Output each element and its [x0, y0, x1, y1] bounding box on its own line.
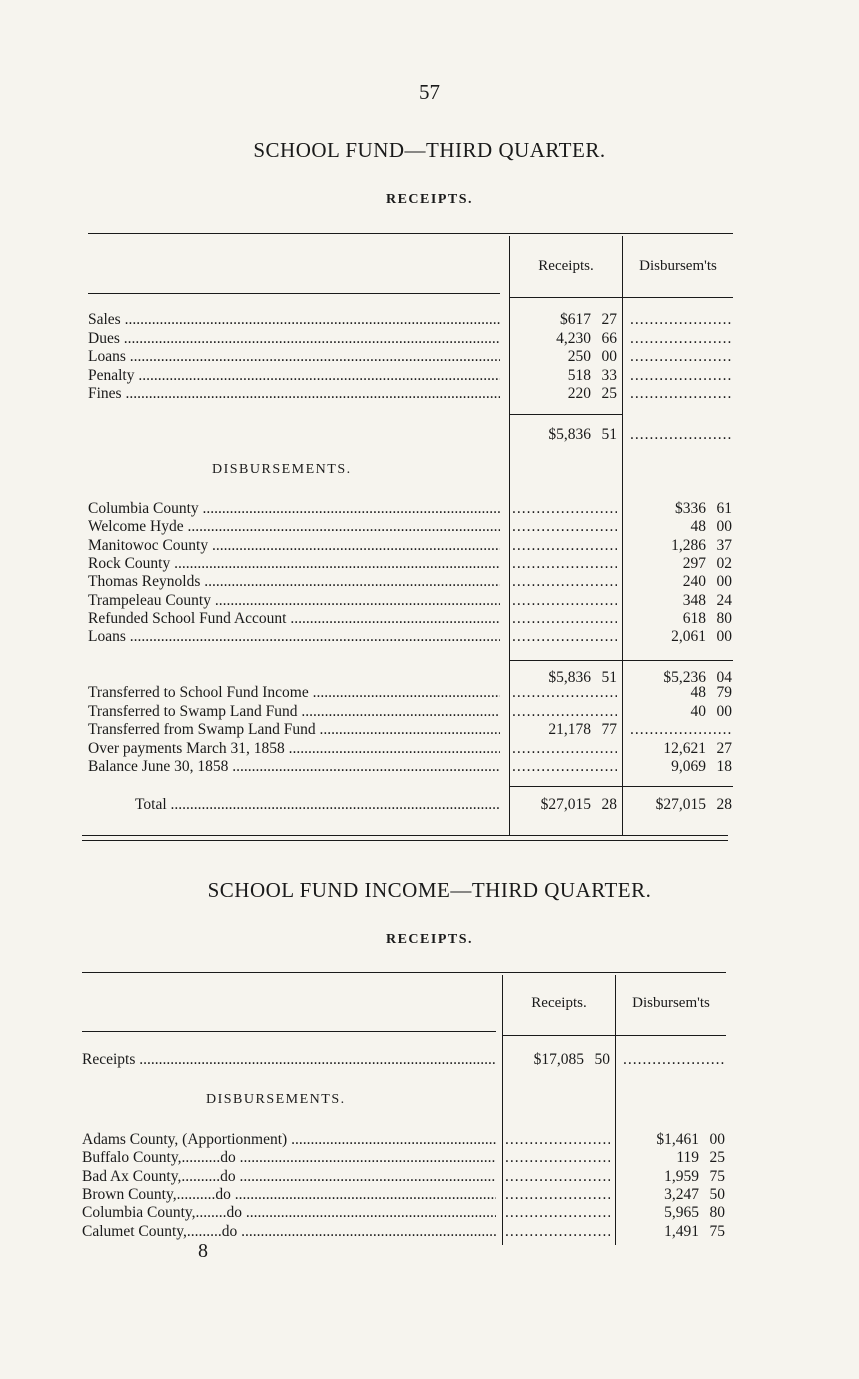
sum-rule	[510, 414, 622, 415]
disbursement-amount-cents: 75	[709, 1167, 725, 1185]
disbursement-row	[0, 610, 859, 628]
receipts-total	[0, 426, 859, 444]
receipts-total-amount-dollars: $5,836	[548, 426, 591, 443]
total-disbursements-dollars: $27,015	[655, 796, 706, 813]
disbursement-amount-cents: 00	[709, 1131, 725, 1148]
receipt-amount-dollars: 250	[567, 348, 591, 365]
row-label: Balance June 30, 1858 .....	[88, 758, 500, 776]
disbursement-amount-dollars: 348	[682, 591, 706, 609]
receipts-total-amount-cents: 51	[601, 426, 617, 443]
disbursement-amount-dollars: 618	[682, 609, 706, 627]
transfer-disbursement-dollars: 48	[690, 684, 706, 701]
leader-dots	[512, 555, 617, 573]
total-receipts	[512, 796, 617, 814]
row-label: Columbia County,........do .....	[82, 1204, 496, 1222]
disbursement-amount-dollars: 5,965	[664, 1204, 699, 1222]
disbursement-row	[0, 1186, 859, 1204]
section-subtitle: RECEIPTS.	[385, 932, 474, 947]
disbursement-amount	[626, 518, 732, 536]
subtotal-disbursements-cents: 04	[716, 669, 732, 686]
disbursement-amount-dollars: $336	[675, 500, 706, 517]
receipt-amount	[505, 1051, 610, 1069]
disbursement-amount	[626, 537, 732, 555]
section-title: SCHOOL FUND—THIRD QUARTER.	[253, 138, 606, 162]
row-label: Transferred to School Fund Income .....	[88, 684, 500, 702]
leader-dots	[630, 367, 732, 385]
disbursement-amount	[619, 1204, 725, 1222]
row-label: Sales .....	[88, 311, 500, 329]
receipts-column-header: Receipts.	[538, 258, 594, 274]
receipt-amount-dollars: $17,085	[533, 1051, 584, 1068]
disbursement-row	[0, 1168, 859, 1186]
disbursement-amount	[619, 1131, 725, 1149]
transfer-disbursement	[626, 703, 732, 721]
leader-dots	[630, 385, 732, 403]
disbursement-amount-cents: 50	[709, 1185, 725, 1203]
disbursement-amount	[619, 1149, 725, 1167]
disbursement-amount	[619, 1168, 725, 1186]
disbursement-row	[0, 1131, 859, 1149]
leader-dots	[512, 573, 617, 591]
disbursement-amount-dollars: 2,061	[671, 628, 706, 646]
disbursement-row	[0, 1149, 859, 1167]
disbursement-amount	[619, 1223, 725, 1241]
receipt-amount-cents: 25	[601, 385, 617, 402]
receipt-amount-cents: 27	[601, 311, 617, 328]
disbursements-heading: DISBURSEMENTS.	[212, 462, 352, 477]
transfer-disbursement-dollars: 9,069	[671, 758, 706, 775]
footer-page-number: 8	[198, 1240, 208, 1262]
receipt-amount	[512, 330, 617, 348]
sum-rule	[510, 660, 622, 661]
disbursement-row	[0, 628, 859, 646]
total-disbursements-cents: 28	[716, 796, 732, 813]
row-label: Transferred to Swamp Land Fund .....	[88, 703, 500, 721]
row-label: Bad Ax County,..........do .....	[82, 1168, 496, 1186]
sum-rule	[623, 786, 733, 787]
receipt-amount-dollars: 220	[567, 385, 591, 402]
row-label: Rock County .....	[88, 555, 500, 573]
receipts-column-header: Receipts.	[531, 995, 587, 1011]
header-rule	[510, 297, 733, 298]
leader-dots	[630, 348, 732, 366]
page-number: 57	[419, 80, 440, 104]
disbursement-row	[0, 500, 859, 518]
row-label: Total .....	[135, 796, 500, 814]
disbursement-amount	[626, 592, 732, 610]
leader-dots	[505, 1223, 610, 1241]
disbursement-amount-cents: 00	[716, 628, 732, 646]
leader-dots	[512, 703, 617, 721]
receipt-amount	[512, 367, 617, 385]
row-label: Fines .....	[88, 385, 500, 403]
leader-dots	[512, 628, 617, 646]
disbursement-amount-dollars: 1,491	[664, 1222, 699, 1240]
transfer-disbursement-dollars: 40	[690, 702, 706, 720]
leader-dots	[512, 684, 617, 702]
header-rule	[88, 293, 500, 294]
disbursement-amount	[626, 573, 732, 591]
receipt-row	[0, 367, 859, 385]
header-rule	[503, 1035, 726, 1036]
receipt-amount	[512, 385, 617, 403]
total-disbursements	[626, 796, 732, 814]
disbursement-row	[0, 537, 859, 555]
row-label: Trampeleau County .....	[88, 592, 500, 610]
transfer-disbursement-cents: 18	[716, 758, 732, 775]
receipt-amount-cents: 00	[601, 348, 617, 365]
row-label: Transferred from Swamp Land Fund .....	[88, 721, 500, 739]
row-label: Columbia County .....	[88, 500, 500, 518]
disbursement-amount	[619, 1186, 725, 1204]
leader-dots	[630, 330, 732, 348]
row-label: Loans .....	[88, 348, 500, 366]
disbursement-row	[0, 555, 859, 573]
disbursement-amount-dollars: $1,461	[656, 1131, 699, 1148]
transfer-disbursement	[626, 684, 732, 702]
disbursement-amount-cents: 25	[709, 1149, 725, 1167]
disbursements-column-header: Disbursem'ts	[632, 995, 710, 1011]
section-title: SCHOOL FUND INCOME—THIRD QUARTER.	[207, 878, 652, 902]
row-label: Penalty .....	[88, 367, 500, 385]
header-rule	[82, 1031, 496, 1032]
subtotal-disbursements-dollars: $5,236	[663, 669, 706, 686]
disbursement-amount-cents: 02	[716, 554, 732, 572]
disbursement-amount-dollars: 119	[676, 1149, 699, 1167]
row-label: Buffalo County,..........do .....	[82, 1149, 496, 1167]
disbursement-amount-dollars: 3,247	[664, 1185, 699, 1203]
table-top-rule	[82, 972, 726, 973]
row-label: Brown County,..........do .....	[82, 1186, 496, 1204]
leader-dots	[505, 1204, 610, 1222]
row-label: Calumet County,.........do .....	[82, 1223, 496, 1241]
disbursement-amount-cents: 37	[716, 536, 732, 554]
subtotal-receipts-cents: 51	[601, 669, 617, 686]
disbursement-amount-cents: 00	[716, 518, 732, 536]
receipt-amount	[512, 311, 617, 329]
transfer-disbursement-dollars: 12,621	[663, 739, 706, 757]
row-label: Welcome Hyde .....	[88, 518, 500, 536]
transfer-disbursement-cents: 27	[716, 739, 732, 757]
disbursement-amount-dollars: 1,286	[671, 536, 706, 554]
receipt-row	[0, 348, 859, 366]
row-label: Refunded School Fund Account .....	[88, 610, 500, 628]
disbursement-amount-cents: 75	[709, 1222, 725, 1240]
leader-dots	[505, 1131, 610, 1149]
leader-dots	[505, 1149, 610, 1167]
row-label: Over payments March 31, 1858 .....	[88, 740, 500, 758]
disbursement-row	[0, 1204, 859, 1222]
transfer-row	[0, 740, 859, 758]
total-receipts-cents: 28	[601, 796, 617, 813]
leader-dots	[512, 610, 617, 628]
receipt-amount-cents: 33	[601, 366, 617, 384]
transfer-receipt-dollars: 21,178	[548, 721, 591, 738]
disbursement-row	[0, 573, 859, 591]
disbursement-row	[0, 592, 859, 610]
disbursement-amount	[626, 628, 732, 646]
total-receipts-dollars: $27,015	[540, 796, 591, 813]
disbursement-amount-dollars: 48	[690, 518, 706, 536]
disbursement-amount	[626, 610, 732, 628]
transfer-disbursement-cents: 00	[716, 702, 732, 720]
transfer-receipt	[512, 721, 617, 739]
disbursement-amount-cents: 61	[716, 500, 732, 517]
leader-dots	[623, 1051, 725, 1069]
disbursement-amount-cents: 24	[716, 591, 732, 609]
table-bottom-rule	[82, 835, 728, 836]
transfer-disbursement	[626, 758, 732, 776]
leader-dots	[630, 721, 732, 739]
disbursement-amount-dollars: 297	[682, 554, 706, 572]
receipt-amount-dollars: $617	[560, 311, 591, 328]
leader-dots	[630, 311, 732, 329]
receipts-total-amount	[512, 426, 617, 444]
row-label: Dues .....	[88, 330, 500, 348]
table-top-rule	[88, 233, 733, 234]
row-label: Receipts .....	[82, 1051, 496, 1069]
disbursements-heading: DISBURSEMENTS.	[206, 1092, 346, 1107]
disbursement-amount	[626, 555, 732, 573]
total	[0, 796, 859, 814]
sum-rule	[623, 660, 733, 661]
leader-dots	[512, 500, 617, 518]
receipt-amount	[512, 348, 617, 366]
row-label: Manitowoc County .....	[88, 537, 500, 555]
leader-dots	[630, 426, 732, 444]
receipt-row	[0, 1051, 859, 1069]
sum-rule	[510, 786, 622, 787]
row-label: Adams County, (Apportionment) .....	[82, 1131, 496, 1149]
transfer-disbursement-cents: 79	[716, 684, 732, 701]
section-subtitle: RECEIPTS.	[385, 192, 474, 207]
row-label: Thomas Reynolds .....	[88, 573, 500, 591]
disbursements-column-header: Disbursem'ts	[639, 258, 717, 274]
disbursement-row	[0, 518, 859, 536]
disbursement-row	[0, 1223, 859, 1241]
subtotal-receipts-dollars: $5,836	[548, 669, 591, 686]
receipt-row	[0, 311, 859, 329]
leader-dots	[512, 537, 617, 555]
disbursement-amount-cents: 80	[716, 609, 732, 627]
leader-dots	[512, 740, 617, 758]
row-label: Loans .....	[88, 628, 500, 646]
disbursement-amount-dollars: 1,959	[664, 1167, 699, 1185]
leader-dots	[512, 518, 617, 536]
disbursement-amount	[626, 500, 732, 518]
receipt-amount-dollars: 4,230	[556, 329, 591, 347]
transfer-row	[0, 758, 859, 776]
transfer-row	[0, 703, 859, 721]
receipt-row	[0, 385, 859, 403]
leader-dots	[505, 1168, 610, 1186]
receipt-amount-cents: 50	[594, 1051, 610, 1068]
receipt-amount-dollars: 518	[567, 366, 591, 384]
leader-dots	[512, 758, 617, 776]
leader-dots	[512, 592, 617, 610]
leader-dots	[505, 1186, 610, 1204]
disbursement-amount-dollars: 240	[682, 573, 706, 591]
transfer-receipt-cents: 77	[601, 721, 617, 738]
transfer-row	[0, 721, 859, 739]
transfer-row	[0, 684, 859, 702]
disbursement-amount-cents: 00	[716, 573, 732, 591]
receipt-row	[0, 330, 859, 348]
disbursement-amount-cents: 80	[709, 1204, 725, 1222]
table-bottom-rule	[82, 840, 728, 841]
receipt-amount-cents: 66	[601, 329, 617, 347]
transfer-disbursement	[626, 740, 732, 758]
